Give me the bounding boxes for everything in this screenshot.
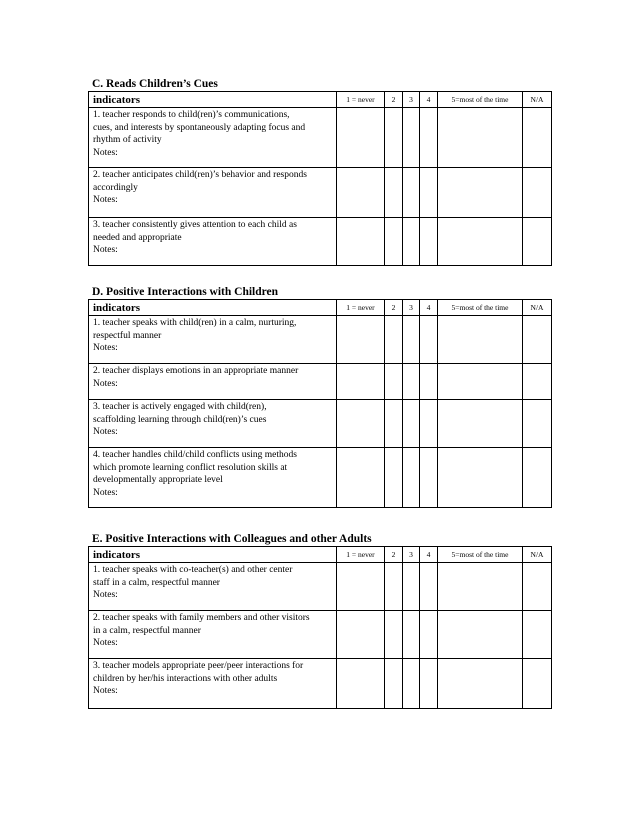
indicator-line: 1. teacher responds to child(ren)’s communications, bbox=[93, 110, 290, 120]
rating-cell-2[interactable] bbox=[385, 316, 403, 364]
indicator-line: 3. teacher consistently gives attention to each child as bbox=[93, 220, 297, 230]
rating-cell-4[interactable] bbox=[420, 108, 438, 168]
rating-cell-4[interactable] bbox=[420, 218, 438, 266]
indicator-line: 2. teacher displays emotions in an appropriate manner bbox=[93, 366, 299, 376]
indicator-line: rhythm of activity bbox=[93, 135, 162, 145]
rating-cell-na[interactable] bbox=[523, 364, 552, 400]
indicator-line: children by her/his interactions with other adults bbox=[93, 673, 278, 684]
rating-cell-2[interactable] bbox=[385, 611, 403, 659]
header-indicators: indicators bbox=[89, 92, 337, 108]
rating-cell-na[interactable] bbox=[523, 316, 552, 364]
rating-cell-na[interactable] bbox=[523, 218, 552, 266]
rating-cell-5[interactable] bbox=[438, 400, 523, 448]
rating-cell-5[interactable] bbox=[438, 364, 523, 400]
rating-cell-3[interactable] bbox=[403, 364, 420, 400]
header-most: 5=most of the time bbox=[438, 547, 523, 563]
indicator-cell bbox=[89, 563, 337, 611]
indicator-row bbox=[89, 364, 552, 400]
indicator-row bbox=[89, 218, 552, 266]
notes-label: Notes: bbox=[93, 686, 118, 696]
rating-cell-na[interactable] bbox=[523, 611, 552, 659]
header-row bbox=[89, 92, 552, 108]
header-3: 3 bbox=[403, 547, 420, 563]
indicator-line: staff in a calm, respectful manner bbox=[93, 577, 220, 588]
rating-cell-2[interactable] bbox=[385, 448, 403, 508]
notes-label: Notes: bbox=[93, 638, 118, 648]
header-row bbox=[89, 547, 552, 563]
header-indicators: indicators bbox=[89, 547, 337, 563]
header-2: 2 bbox=[385, 92, 403, 108]
section-title: E. Positive Interactions with Colleagues and other Adults bbox=[92, 533, 372, 545]
indicator-line: in a calm, respectful manner bbox=[93, 625, 201, 636]
rating-cell-na[interactable] bbox=[523, 168, 552, 218]
indicator-line: scaffolding learning through child(ren)’s cues bbox=[93, 414, 267, 425]
indicator-cell bbox=[89, 168, 337, 218]
indicator-line: needed and appropriate bbox=[93, 232, 182, 243]
indicator-line: 1. teacher speaks with co-teacher(s) and other center bbox=[93, 565, 293, 575]
header-never: 1 = never bbox=[337, 92, 385, 108]
indicator-line: 1. teacher speaks with child(ren) in a calm, nurturing, bbox=[93, 318, 297, 328]
notes-label: Notes: bbox=[93, 427, 118, 437]
rating-cell-4[interactable] bbox=[420, 364, 438, 400]
rating-cell-1[interactable] bbox=[337, 168, 385, 218]
rating-cell-4[interactable] bbox=[420, 448, 438, 508]
indicator-cell bbox=[89, 316, 337, 364]
rating-cell-5[interactable] bbox=[438, 659, 523, 709]
rating-cell-4[interactable] bbox=[420, 659, 438, 709]
header-never: 1 = never bbox=[337, 547, 385, 563]
rating-cell-5[interactable] bbox=[438, 448, 523, 508]
indicator-row bbox=[89, 168, 552, 218]
indicator-line: cues, and interests by spontaneously adapting focus and bbox=[93, 122, 306, 133]
rating-cell-3[interactable] bbox=[403, 563, 420, 611]
rating-cell-2[interactable] bbox=[385, 364, 403, 400]
rating-cell-na[interactable] bbox=[523, 108, 552, 168]
rating-cell-4[interactable] bbox=[420, 400, 438, 448]
rating-cell-5[interactable] bbox=[438, 563, 523, 611]
notes-label: Notes: bbox=[93, 378, 118, 389]
rating-cell-4[interactable] bbox=[420, 563, 438, 611]
indicator-cell bbox=[89, 448, 337, 508]
indicator-row bbox=[89, 659, 552, 709]
rating-cell-2[interactable] bbox=[385, 400, 403, 448]
header-indicators: indicators bbox=[89, 300, 337, 316]
header-2: 2 bbox=[385, 300, 403, 316]
indicator-line: 2. teacher anticipates child(ren)’s behavior and responds bbox=[93, 170, 307, 180]
header-never: 1 = never bbox=[337, 300, 385, 316]
rating-cell-4[interactable] bbox=[420, 611, 438, 659]
header-na: N/A bbox=[523, 92, 552, 108]
header-row bbox=[89, 300, 552, 316]
rating-cell-na[interactable] bbox=[523, 448, 552, 508]
indicator-line: 3. teacher is actively engaged with child(ren), bbox=[93, 402, 267, 412]
header-2: 2 bbox=[385, 547, 403, 563]
indicator-row bbox=[89, 316, 552, 364]
indicator-line: 3. teacher models appropriate peer/peer interactions for bbox=[93, 661, 304, 671]
rating-cell-1[interactable] bbox=[337, 659, 385, 709]
rating-cell-3[interactable] bbox=[403, 448, 420, 508]
rating-cell-na[interactable] bbox=[523, 563, 552, 611]
rating-cell-1[interactable] bbox=[337, 108, 385, 168]
indicator-line: respectful manner bbox=[93, 330, 162, 341]
section-d bbox=[88, 286, 551, 508]
header-most: 5=most of the time bbox=[438, 300, 523, 316]
indicator-line: accordingly bbox=[93, 182, 138, 193]
indicator-row bbox=[89, 400, 552, 448]
rating-cell-1[interactable] bbox=[337, 611, 385, 659]
rating-cell-5[interactable] bbox=[438, 218, 523, 266]
notes-label: Notes: bbox=[93, 245, 118, 255]
section-title: D. Positive Interactions with Children bbox=[92, 286, 279, 298]
rating-cell-1[interactable] bbox=[337, 563, 385, 611]
rating-cell-3[interactable] bbox=[403, 316, 420, 364]
header-4: 4 bbox=[420, 300, 438, 316]
rating-cell-3[interactable] bbox=[403, 108, 420, 168]
rating-cell-na[interactable] bbox=[523, 659, 552, 709]
indicator-line: 4. teacher handles child/child conflicts using methods bbox=[93, 450, 297, 460]
rating-cell-2[interactable] bbox=[385, 218, 403, 266]
rating-cell-1[interactable] bbox=[337, 218, 385, 266]
header-most: 5=most of the time bbox=[438, 92, 523, 108]
rating-cell-3[interactable] bbox=[403, 168, 420, 218]
indicator-cell bbox=[89, 611, 337, 659]
rating-cell-1[interactable] bbox=[337, 448, 385, 508]
rating-cell-1[interactable] bbox=[337, 364, 385, 400]
indicator-cell bbox=[89, 364, 337, 400]
rating-cell-3[interactable] bbox=[403, 659, 420, 709]
indicator-cell bbox=[89, 659, 337, 709]
indicator-line: 2. teacher speaks with family members and other visitors bbox=[93, 613, 310, 623]
section-e bbox=[88, 533, 551, 709]
rating-cell-5[interactable] bbox=[438, 168, 523, 218]
rating-table bbox=[88, 546, 552, 709]
section-c bbox=[88, 78, 551, 266]
rating-cell-2[interactable] bbox=[385, 168, 403, 218]
rating-cell-1[interactable] bbox=[337, 316, 385, 364]
rating-cell-4[interactable] bbox=[420, 316, 438, 364]
indicator-cell bbox=[89, 218, 337, 266]
indicator-row bbox=[89, 611, 552, 659]
header-4: 4 bbox=[420, 547, 438, 563]
header-na: N/A bbox=[523, 300, 552, 316]
rating-cell-3[interactable] bbox=[403, 611, 420, 659]
indicator-line: developmentally appropriate level bbox=[93, 475, 223, 485]
indicator-row bbox=[89, 563, 552, 611]
rating-table bbox=[88, 299, 552, 508]
indicator-cell bbox=[89, 400, 337, 448]
indicator-row bbox=[89, 108, 552, 168]
rating-table bbox=[88, 91, 552, 266]
rating-cell-3[interactable] bbox=[403, 400, 420, 448]
notes-label: Notes: bbox=[93, 147, 118, 158]
notes-label: Notes: bbox=[93, 487, 118, 498]
rating-cell-3[interactable] bbox=[403, 218, 420, 266]
rating-cell-5[interactable] bbox=[438, 611, 523, 659]
notes-label: Notes: bbox=[93, 195, 118, 205]
rating-cell-5[interactable] bbox=[438, 316, 523, 364]
header-3: 3 bbox=[403, 92, 420, 108]
section-title: C. Reads Children’s Cues bbox=[92, 78, 218, 90]
notes-label: Notes: bbox=[93, 590, 118, 600]
notes-label: Notes: bbox=[93, 343, 118, 353]
header-4: 4 bbox=[420, 92, 438, 108]
rating-cell-2[interactable] bbox=[385, 108, 403, 168]
indicator-row bbox=[89, 448, 552, 508]
header-na: N/A bbox=[523, 547, 552, 563]
rating-cell-na[interactable] bbox=[523, 400, 552, 448]
rating-cell-2[interactable] bbox=[385, 563, 403, 611]
rating-cell-2[interactable] bbox=[385, 659, 403, 709]
rating-cell-4[interactable] bbox=[420, 168, 438, 218]
rating-cell-1[interactable] bbox=[337, 400, 385, 448]
indicator-cell bbox=[89, 108, 337, 168]
indicator-line: which promote learning conflict resolution skills at bbox=[93, 462, 288, 473]
rating-cell-5[interactable] bbox=[438, 108, 523, 168]
header-3: 3 bbox=[403, 300, 420, 316]
